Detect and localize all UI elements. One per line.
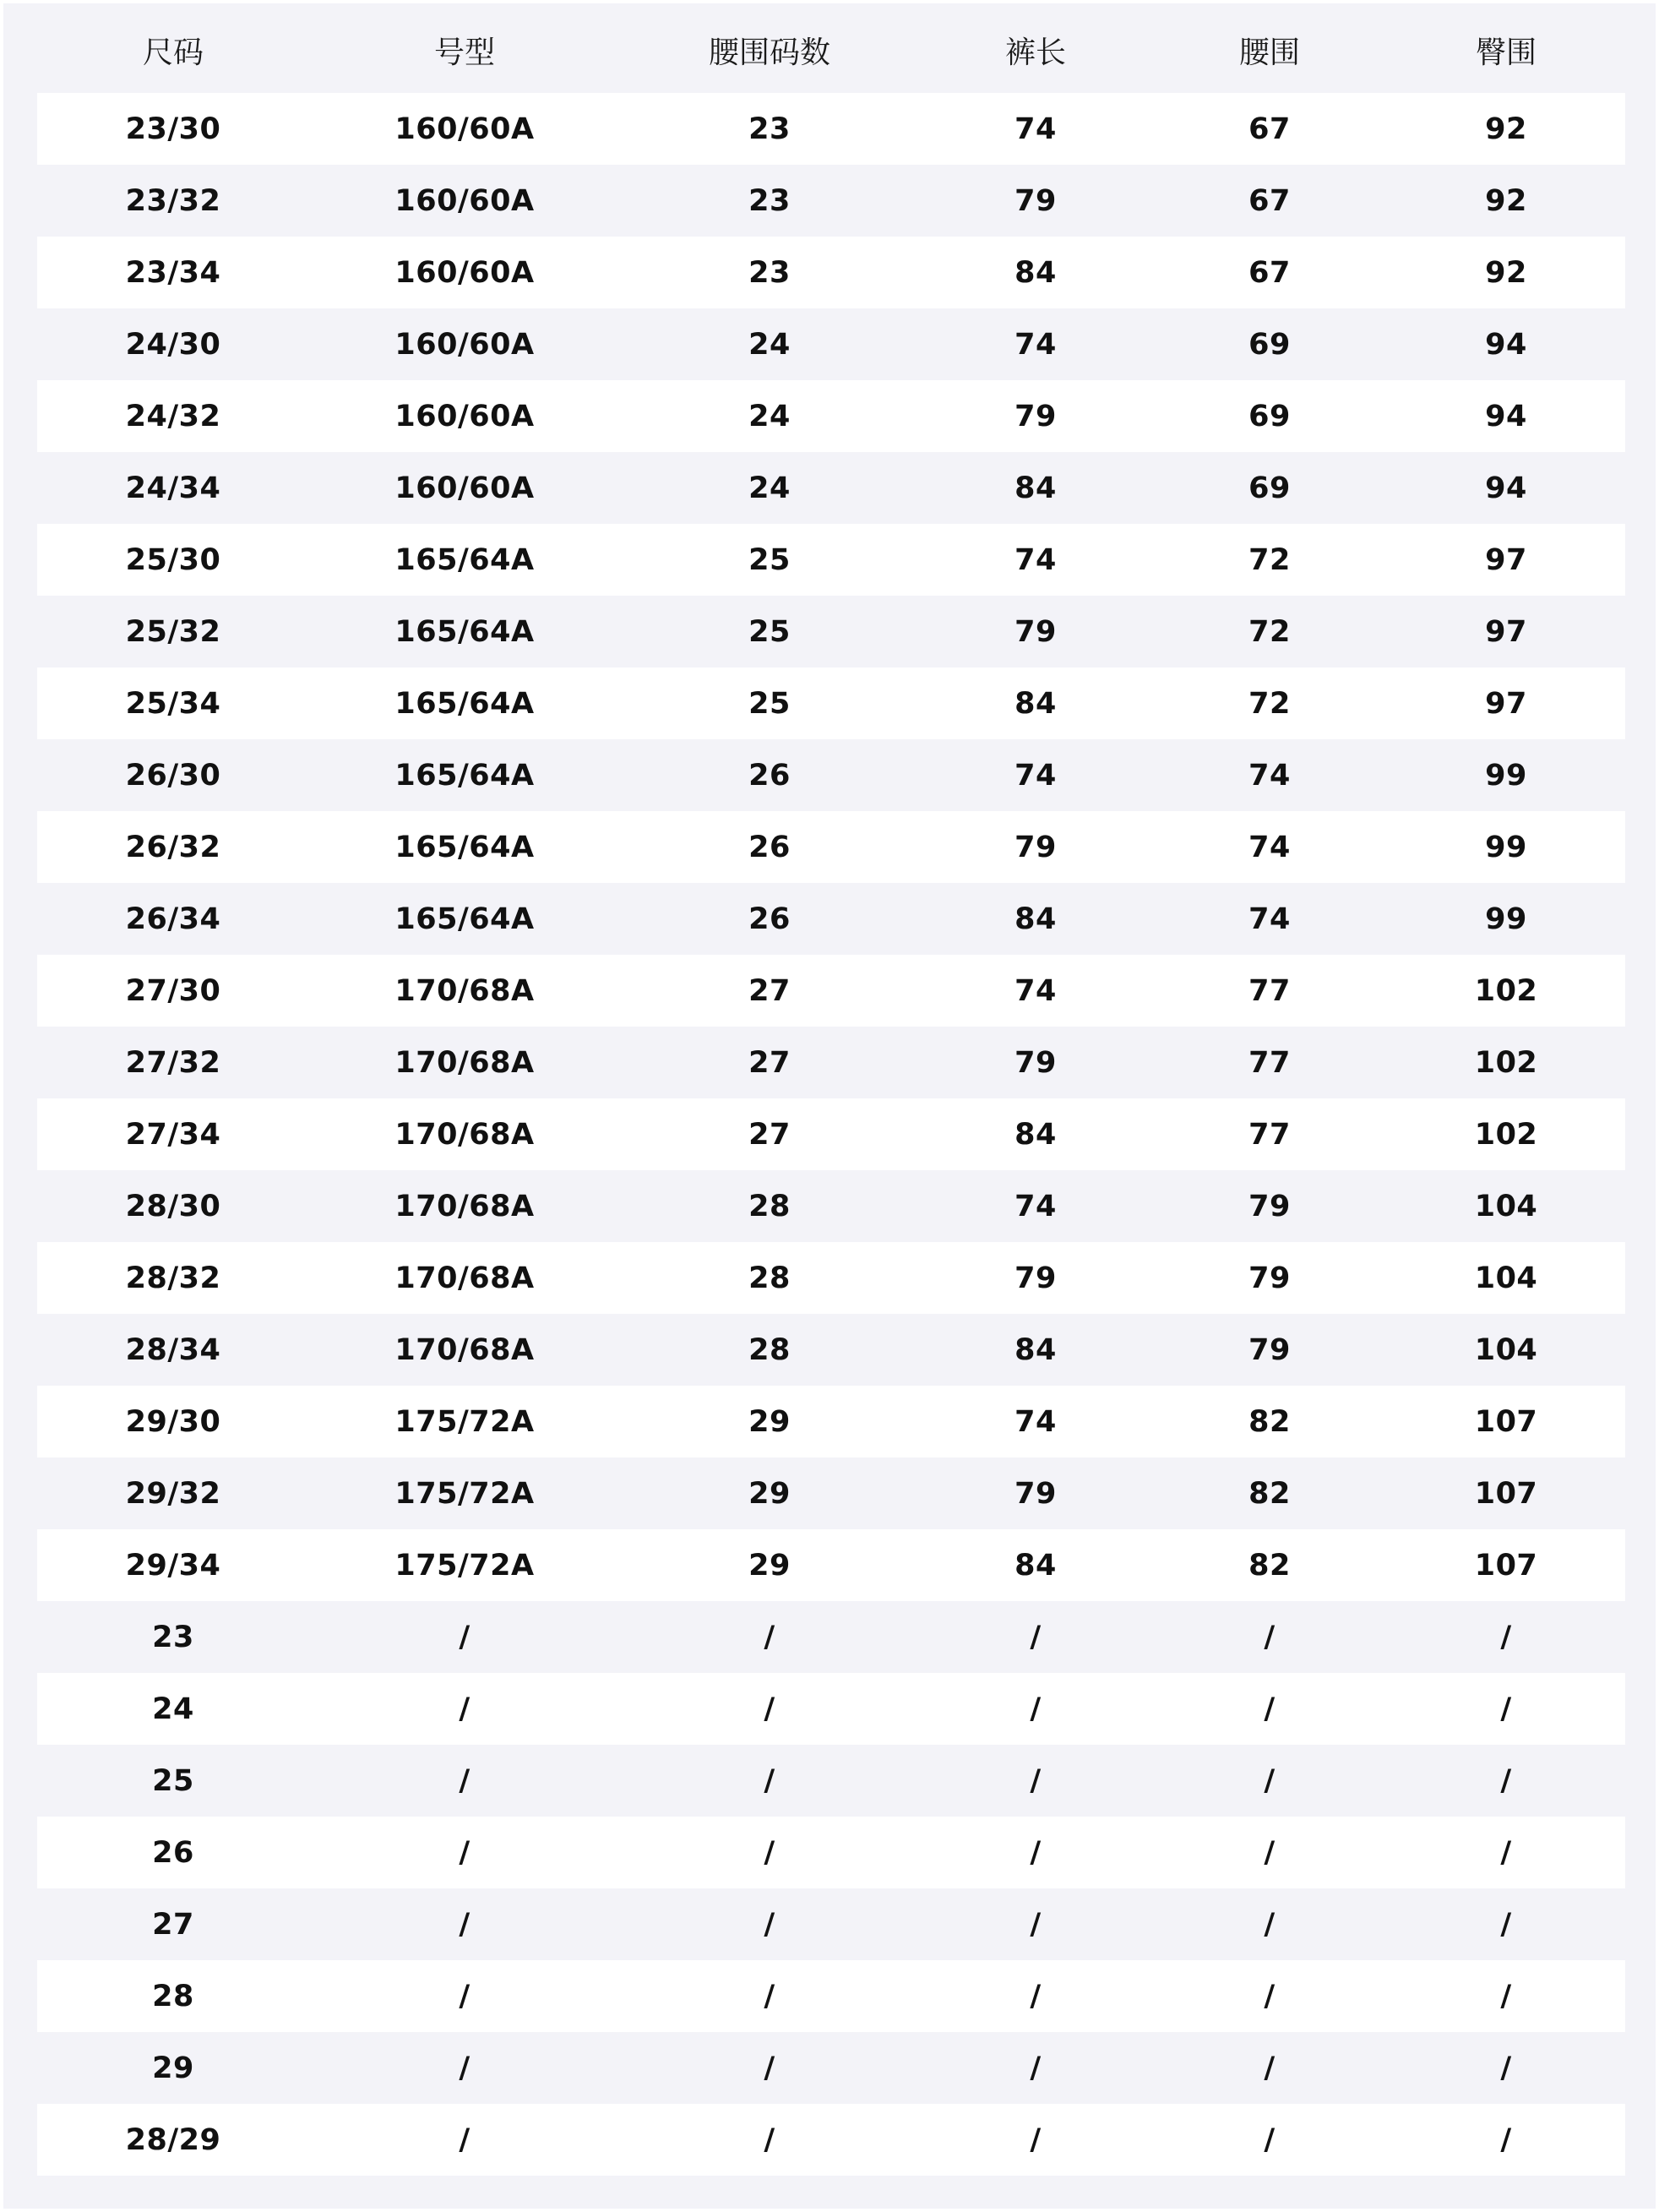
cell-waist: / bbox=[1264, 2051, 1276, 2085]
cell-waist-size: 27 bbox=[748, 1045, 791, 1080]
cell-fit-code: 165/64A bbox=[394, 758, 535, 793]
cell-size: 28/30 bbox=[125, 1189, 221, 1223]
cell-waist-size: 24 bbox=[748, 471, 791, 505]
cell-hip: 94 bbox=[1485, 327, 1527, 362]
cell-waist-size: 23 bbox=[748, 255, 791, 290]
cell-fit-code: 170/68A bbox=[394, 973, 535, 1008]
cell-pants-length: / bbox=[1030, 2122, 1042, 2157]
cell-waist: 72 bbox=[1248, 614, 1291, 649]
cell-pants-length: 74 bbox=[1014, 758, 1057, 793]
header-pants-length: 裤长 bbox=[1004, 35, 1066, 70]
cell-size: 25/34 bbox=[125, 686, 221, 721]
cell-size: 29 bbox=[152, 2051, 194, 2085]
cell-pants-length: 74 bbox=[1014, 1189, 1057, 1223]
cell-hip: 92 bbox=[1485, 112, 1527, 146]
cell-size: 27/34 bbox=[125, 1117, 221, 1152]
table-row bbox=[37, 1386, 1625, 1457]
table-row bbox=[37, 955, 1625, 1027]
table-row bbox=[37, 1457, 1625, 1529]
cell-size: 23/32 bbox=[125, 183, 221, 218]
table-row bbox=[37, 1027, 1625, 1098]
cell-waist-size: / bbox=[764, 2122, 775, 2157]
cell-pants-length: 84 bbox=[1014, 1548, 1057, 1583]
cell-fit-code: 170/68A bbox=[394, 1332, 535, 1367]
cell-waist-size: / bbox=[764, 1835, 775, 1870]
cell-waist-size: / bbox=[764, 1979, 775, 2013]
cell-waist: / bbox=[1264, 1835, 1276, 1870]
table-row bbox=[37, 1529, 1625, 1601]
cell-hip: 97 bbox=[1485, 614, 1527, 649]
size-table bbox=[37, 3, 1625, 2176]
cell-fit-code: 175/72A bbox=[394, 1548, 535, 1583]
cell-size: 24/30 bbox=[125, 327, 221, 362]
table-row bbox=[37, 1888, 1625, 1960]
cell-pants-length: 84 bbox=[1014, 902, 1057, 936]
cell-waist: 82 bbox=[1248, 1476, 1291, 1511]
cell-waist-size: 23 bbox=[748, 112, 791, 146]
cell-hip: 94 bbox=[1485, 399, 1527, 433]
cell-pants-length: / bbox=[1030, 1835, 1042, 1870]
cell-fit-code: 160/60A bbox=[394, 112, 535, 146]
cell-size: 26 bbox=[152, 1835, 194, 1870]
cell-fit-code: / bbox=[459, 1907, 471, 1942]
cell-pants-length: 84 bbox=[1014, 686, 1057, 721]
cell-hip: 92 bbox=[1485, 255, 1527, 290]
cell-waist-size: / bbox=[764, 1620, 775, 1654]
cell-pants-length: / bbox=[1030, 1692, 1042, 1726]
cell-waist-size: 25 bbox=[748, 542, 791, 577]
cell-pants-length: 74 bbox=[1014, 1404, 1057, 1439]
cell-waist-size: 23 bbox=[748, 183, 791, 218]
header-hip: 臀围 bbox=[1475, 35, 1537, 70]
cell-size: 26/32 bbox=[125, 830, 221, 864]
cell-pants-length: 74 bbox=[1014, 327, 1057, 362]
table-row bbox=[37, 667, 1625, 739]
cell-hip: 99 bbox=[1485, 830, 1527, 864]
cell-pants-length: 84 bbox=[1014, 471, 1057, 505]
table-row bbox=[37, 452, 1625, 524]
cell-waist-size: 28 bbox=[748, 1189, 791, 1223]
cell-hip: 99 bbox=[1485, 902, 1527, 936]
table-row bbox=[37, 1960, 1625, 2032]
cell-hip: 104 bbox=[1474, 1189, 1538, 1223]
cell-pants-length: 79 bbox=[1014, 614, 1057, 649]
cell-waist-size: 25 bbox=[748, 686, 791, 721]
cell-size: 25/30 bbox=[125, 542, 221, 577]
cell-pants-length: / bbox=[1030, 1979, 1042, 2013]
cell-pants-length: 79 bbox=[1014, 399, 1057, 433]
cell-fit-code: 160/60A bbox=[394, 327, 535, 362]
cell-hip: 102 bbox=[1474, 1117, 1538, 1152]
cell-waist: / bbox=[1264, 2122, 1276, 2157]
cell-size: 24/32 bbox=[125, 399, 221, 433]
cell-size: 23/34 bbox=[125, 255, 221, 290]
table-row bbox=[37, 1170, 1625, 1242]
table-row bbox=[37, 1601, 1625, 1673]
cell-size: 27 bbox=[152, 1907, 194, 1942]
cell-pants-length: 79 bbox=[1014, 1476, 1057, 1511]
cell-size: 23 bbox=[152, 1620, 194, 1654]
cell-hip: / bbox=[1500, 1979, 1512, 2013]
cell-waist-size: 29 bbox=[748, 1476, 791, 1511]
cell-hip: / bbox=[1500, 1835, 1512, 1870]
cell-size: 24/34 bbox=[125, 471, 221, 505]
cell-fit-code: / bbox=[459, 1620, 471, 1654]
cell-fit-code: / bbox=[459, 1835, 471, 1870]
table-header-row bbox=[37, 3, 1625, 93]
cell-waist: 82 bbox=[1248, 1548, 1291, 1583]
cell-pants-length: 79 bbox=[1014, 830, 1057, 864]
cell-size: 23/30 bbox=[125, 112, 221, 146]
cell-waist: / bbox=[1264, 1979, 1276, 2013]
table-row bbox=[37, 739, 1625, 811]
cell-pants-length: 84 bbox=[1014, 1332, 1057, 1367]
cell-waist: / bbox=[1264, 1692, 1276, 1726]
cell-waist: 77 bbox=[1248, 1117, 1291, 1152]
cell-fit-code: / bbox=[459, 2122, 471, 2157]
table-row bbox=[37, 1242, 1625, 1314]
cell-waist: / bbox=[1264, 1907, 1276, 1942]
cell-waist: 69 bbox=[1248, 399, 1291, 433]
cell-fit-code: 160/60A bbox=[394, 471, 535, 505]
cell-waist-size: / bbox=[764, 1907, 775, 1942]
cell-size: 29/32 bbox=[125, 1476, 221, 1511]
cell-hip: / bbox=[1500, 1620, 1512, 1654]
cell-hip: 92 bbox=[1485, 183, 1527, 218]
cell-fit-code: / bbox=[459, 1979, 471, 2013]
header-waist-size: 腰围码数 bbox=[708, 35, 830, 70]
cell-waist: 79 bbox=[1248, 1332, 1291, 1367]
cell-waist: 69 bbox=[1248, 327, 1291, 362]
cell-waist-size: / bbox=[764, 1763, 775, 1798]
cell-size: 27/30 bbox=[125, 973, 221, 1008]
cell-waist: 77 bbox=[1248, 1045, 1291, 1080]
cell-waist: 74 bbox=[1248, 830, 1291, 864]
table-row bbox=[37, 93, 1625, 165]
cell-size: 24 bbox=[152, 1692, 194, 1726]
table-row bbox=[37, 380, 1625, 452]
cell-waist-size: 26 bbox=[748, 758, 791, 793]
cell-fit-code: 175/72A bbox=[394, 1476, 535, 1511]
table-row bbox=[37, 811, 1625, 883]
cell-hip: 94 bbox=[1485, 471, 1527, 505]
cell-hip: / bbox=[1500, 1692, 1512, 1726]
cell-waist: 67 bbox=[1248, 255, 1291, 290]
table-row bbox=[37, 1098, 1625, 1170]
cell-hip: 97 bbox=[1485, 686, 1527, 721]
cell-pants-length: / bbox=[1030, 1907, 1042, 1942]
header-waist: 腰围 bbox=[1238, 35, 1300, 70]
cell-waist-size: 26 bbox=[748, 902, 791, 936]
table-row bbox=[37, 165, 1625, 237]
cell-waist-size: / bbox=[764, 2051, 775, 2085]
cell-pants-length: 74 bbox=[1014, 973, 1057, 1008]
cell-waist-size: 28 bbox=[748, 1332, 791, 1367]
table-row bbox=[37, 2104, 1625, 2176]
cell-waist-size: 26 bbox=[748, 830, 791, 864]
cell-size: 26/34 bbox=[125, 902, 221, 936]
cell-waist-size: 27 bbox=[748, 973, 791, 1008]
cell-fit-code: 170/68A bbox=[394, 1189, 535, 1223]
cell-waist: 67 bbox=[1248, 183, 1291, 218]
cell-pants-length: 79 bbox=[1014, 1045, 1057, 1080]
cell-waist: / bbox=[1264, 1763, 1276, 1798]
cell-pants-length: 79 bbox=[1014, 1261, 1057, 1295]
cell-size: 25/32 bbox=[125, 614, 221, 649]
cell-size: 28 bbox=[152, 1979, 194, 2013]
header-size: 尺码 bbox=[142, 35, 204, 70]
cell-fit-code: 170/68A bbox=[394, 1261, 535, 1295]
cell-pants-length: 84 bbox=[1014, 255, 1057, 290]
cell-size: 28/29 bbox=[125, 2122, 221, 2157]
cell-pants-length: 79 bbox=[1014, 183, 1057, 218]
table-row bbox=[37, 237, 1625, 308]
cell-size: 28/32 bbox=[125, 1261, 221, 1295]
table-row bbox=[37, 1745, 1625, 1817]
cell-hip: 102 bbox=[1474, 1045, 1538, 1080]
cell-fit-code: 165/64A bbox=[394, 830, 535, 864]
cell-waist: 79 bbox=[1248, 1189, 1291, 1223]
cell-waist: 74 bbox=[1248, 758, 1291, 793]
cell-waist-size: 25 bbox=[748, 614, 791, 649]
cell-pants-length: / bbox=[1030, 1763, 1042, 1798]
cell-fit-code: 165/64A bbox=[394, 614, 535, 649]
size-chart-panel bbox=[3, 3, 1656, 2209]
cell-waist-size: 28 bbox=[748, 1261, 791, 1295]
cell-waist: 82 bbox=[1248, 1404, 1291, 1439]
cell-waist: 72 bbox=[1248, 542, 1291, 577]
cell-hip: / bbox=[1500, 1907, 1512, 1942]
table-row bbox=[37, 1817, 1625, 1888]
cell-fit-code: / bbox=[459, 2051, 471, 2085]
cell-pants-length: 84 bbox=[1014, 1117, 1057, 1152]
table-row bbox=[37, 883, 1625, 955]
table-row bbox=[37, 1314, 1625, 1386]
cell-fit-code: 165/64A bbox=[394, 542, 535, 577]
cell-size: 25 bbox=[152, 1763, 194, 1798]
table-row bbox=[37, 2032, 1625, 2104]
cell-waist: 72 bbox=[1248, 686, 1291, 721]
cell-fit-code: / bbox=[459, 1763, 471, 1798]
cell-waist: 67 bbox=[1248, 112, 1291, 146]
cell-pants-length: / bbox=[1030, 1620, 1042, 1654]
cell-waist: / bbox=[1264, 1620, 1276, 1654]
cell-waist-size: 29 bbox=[748, 1404, 791, 1439]
table-row bbox=[37, 1673, 1625, 1745]
cell-pants-length: / bbox=[1030, 2051, 1042, 2085]
cell-waist-size: 24 bbox=[748, 399, 791, 433]
header-fit-code: 号型 bbox=[433, 35, 495, 70]
cell-fit-code: 165/64A bbox=[394, 902, 535, 936]
cell-hip: 104 bbox=[1474, 1261, 1538, 1295]
cell-fit-code: 160/60A bbox=[394, 255, 535, 290]
cell-waist-size: / bbox=[764, 1692, 775, 1726]
cell-hip: 99 bbox=[1485, 758, 1527, 793]
cell-fit-code: 170/68A bbox=[394, 1117, 535, 1152]
cell-pants-length: 74 bbox=[1014, 112, 1057, 146]
cell-waist: 79 bbox=[1248, 1261, 1291, 1295]
cell-hip: 107 bbox=[1474, 1404, 1538, 1439]
cell-waist-size: 29 bbox=[748, 1548, 791, 1583]
cell-fit-code: 165/64A bbox=[394, 686, 535, 721]
cell-fit-code: / bbox=[459, 1692, 471, 1726]
cell-hip: / bbox=[1500, 2051, 1512, 2085]
cell-waist: 69 bbox=[1248, 471, 1291, 505]
cell-size: 29/30 bbox=[125, 1404, 221, 1439]
cell-size: 29/34 bbox=[125, 1548, 221, 1583]
cell-hip: / bbox=[1500, 1763, 1512, 1798]
cell-hip: 107 bbox=[1474, 1476, 1538, 1511]
cell-hip: 104 bbox=[1474, 1332, 1538, 1367]
cell-hip: 97 bbox=[1485, 542, 1527, 577]
table-row bbox=[37, 596, 1625, 667]
table-body bbox=[37, 93, 1625, 2176]
cell-size: 28/34 bbox=[125, 1332, 221, 1367]
cell-hip: 102 bbox=[1474, 973, 1538, 1008]
cell-size: 26/30 bbox=[125, 758, 221, 793]
cell-fit-code: 160/60A bbox=[394, 399, 535, 433]
table-row bbox=[37, 524, 1625, 596]
cell-waist: 74 bbox=[1248, 902, 1291, 936]
cell-waist: 77 bbox=[1248, 973, 1291, 1008]
cell-fit-code: 170/68A bbox=[394, 1045, 535, 1080]
cell-hip: / bbox=[1500, 2122, 1512, 2157]
cell-fit-code: 175/72A bbox=[394, 1404, 535, 1439]
cell-hip: 107 bbox=[1474, 1548, 1538, 1583]
cell-size: 27/32 bbox=[125, 1045, 221, 1080]
table-row bbox=[37, 308, 1625, 380]
cell-waist-size: 27 bbox=[748, 1117, 791, 1152]
cell-waist-size: 24 bbox=[748, 327, 791, 362]
cell-fit-code: 160/60A bbox=[394, 183, 535, 218]
cell-pants-length: 74 bbox=[1014, 542, 1057, 577]
